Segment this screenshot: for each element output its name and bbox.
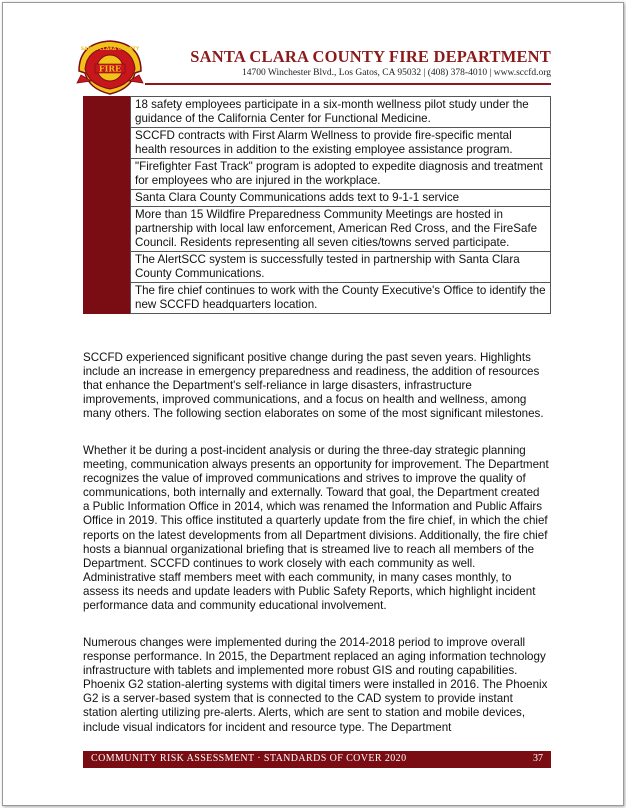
paragraph-highlights: SCCFD experienced significant positive change during the past seven years. Highlights include an increase in emergency preparedness and readiness, the addition of resources that enhance the Department's self-reliance in large disasters, infrastructure improvements, improved communications, and a focus on health and wellness, among many others. The following section elaborates on some of the most significant milestones. bbox=[83, 351, 544, 421]
timeline-row-5: More than 15 Wildfire Preparedness Community Meetings are hosted in partnership with local law enforcement, American Red Cross, and the FireSafe Council. Residents representing all seven cities/towns served participate. bbox=[130, 207, 551, 252]
timeline-row-4: Santa Clara County Communications adds text to 9-1-1 service bbox=[130, 190, 551, 207]
timeline-row-3: "Firefighter Fast Track" program is adopted to expedite diagnosis and treatment for employees who are injured in the workplace. bbox=[130, 159, 551, 190]
fire-department-badge-icon bbox=[75, 37, 145, 97]
timeline-row-6: The AlertSCC system is successfully tested in partnership with Santa Clara County Communications. bbox=[130, 252, 551, 283]
logo-text-center: FIRE bbox=[98, 63, 122, 74]
timeline-year-column bbox=[83, 96, 130, 314]
header-rule bbox=[145, 83, 551, 85]
page bbox=[2, 2, 624, 806]
paragraph-communications: Whether it be during a post-incident analysis or during the three-day strategic planning meeting, communication always presents an opportunity for improvement. The Department recognizes the value of improved communications and strives to improve the quality of communications, both internally and externally. Toward that goal, the Department created a Public Information Office in 2014, which was renamed the Information and Public Affairs Office in 2019. This office instituted a quarterly update from the fire chief, in which the chief reports on the latest developments from all Department divisions. Additionally, the fire chief hosts a biannual organizational briefing that is streamed live to reach all members of the Department. SCCFD continues to work closely with each community as well. Administrative staff members meet with each community, in many cases monthly, to assess its needs and update leaders with Public Safety Reports, which highlight incident performance data and community educational involvement. bbox=[83, 444, 549, 613]
timeline-row-1: 18 safety employees participate in a six-month wellness pilot study under the guidance of the California Center for Functional Medicine. bbox=[130, 97, 551, 128]
timeline-rows bbox=[130, 96, 551, 314]
footer-title: COMMUNITY RISK ASSESSMENT · STANDARDS OF COVER 2020 bbox=[91, 753, 407, 764]
page-number: 37 bbox=[533, 753, 543, 764]
footer-bar bbox=[83, 751, 551, 768]
logo-text-top: SANTA CLARA COUNTY bbox=[80, 47, 140, 52]
timeline-row-2: SCCFD contracts with First Alarm Wellness to provide fire-specific mental health resources in addition to the existing employee assistance program. bbox=[130, 128, 551, 159]
paragraph-response-performance: Numerous changes were implemented during the 2014-2018 period to improve overall response performance. In 2015, the Department replaced an aging information technology infrastructure with tablets and implemented more robust GIS and routing capabilities. Phoenix G2 station-alerting systems with digital timers were installed in 2016. The Phoenix G2 is a server-based system that is connected to the CAD system to provide instant station alerting utilizing pre-alerts. Alerts, which are sent to station and mobile devices, include visual indicators for incident and resource type. The Department bbox=[83, 636, 548, 734]
timeline-row-7: The fire chief continues to work with the County Executive's Office to identify the new SCCFD headquarters location. bbox=[130, 283, 551, 314]
org-address: 14700 Winchester Blvd., Los Gatos, CA 95032 | (408) 378-4010 | www.sccfd.org bbox=[241, 68, 551, 78]
org-name: SANTA CLARA COUNTY FIRE DEPARTMENT bbox=[190, 47, 551, 66]
